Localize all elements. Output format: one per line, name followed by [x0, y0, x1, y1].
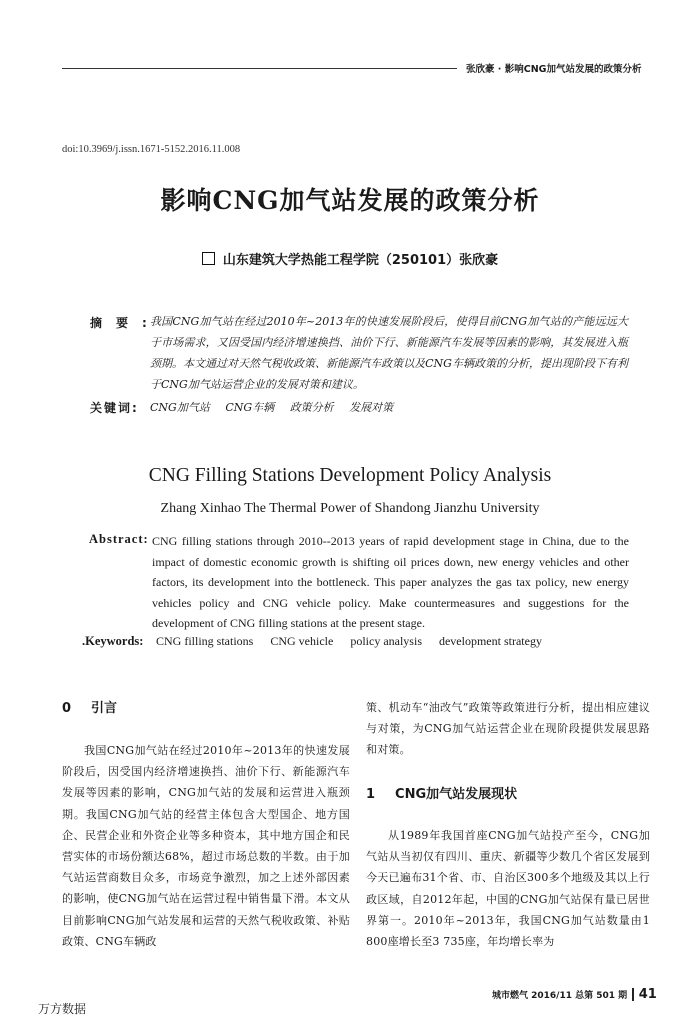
keyword-en: development strategy [438, 634, 542, 648]
abstract-en-label: Abstract: [89, 532, 149, 546]
abstract-cn-label: 摘要: [90, 316, 161, 330]
footer-divider [632, 988, 634, 1001]
doi: doi:10.3969/j.issn.1671-5152.2016.11.008 [62, 144, 241, 155]
section-number: 1 [366, 787, 376, 802]
paper-title-en: CNG Filling Stations Development Policy Analysis [148, 465, 552, 486]
section-1-heading [366, 783, 517, 802]
keyword-en: policy analysis [350, 634, 422, 648]
keywords-cn-label: 关键词: [90, 401, 139, 415]
keyword-cn: CNG加气站 [150, 401, 210, 414]
section-title: CNG加气站发展现状 [395, 787, 518, 802]
section-title: 引言 [91, 701, 118, 716]
section-number: 0 [62, 701, 72, 716]
section-0-heading [62, 697, 117, 716]
keyword-cn: CNG车辆 [225, 401, 275, 414]
keywords-cn [150, 399, 405, 415]
keyword-en: CNG filling stations [156, 634, 254, 648]
keyword-cn: 政策分析 [289, 401, 334, 414]
journal-info: 城市燃气 2016/11 总第 501 期 [492, 991, 628, 1001]
running-header: 张欣豪 · 影响CNG加气站发展的政策分析 [466, 64, 642, 75]
left-column [62, 740, 350, 952]
right-column-section-1 [366, 825, 650, 952]
abstract-cn-text: 我国CNG加气站在经过2010年~2013年的快速发展阶段后，使得目前CNG加气站的产能远远大于市场需求，又因受国内经济增速换挡、油价下行、新能源汽车发展等因素的影响，其发展进入瓶颈期。本文通过对天然气税收政策、新能源汽车政策以及CNG车辆政策的分析，提出现阶段下有利于CNG加气站运营企业的发展对策和建议。 [150, 315, 628, 391]
affiliation [0, 249, 700, 268]
section-1-paragraph: 从1989年我国首座CNG加气站投产至今，CNG加气站从当初仅有四川、重庆、新疆等少数几个省区发展到今天已遍布31个省、市、自治区300多个地级及其以上行政区域，自2012年起，中国的CNG加气站保有量已居世界第一。2010年~2013年，我国CNG加气站数量由1 800座增长至3 735座，年均增长率为 [366, 829, 650, 949]
keywords-en [156, 634, 556, 649]
author-en: Zhang Xinhao The Thermal Power of Shandong Jianzhu University [160, 501, 540, 516]
paper-title-cn: 影响CNG加气站发展的政策分析 [160, 186, 540, 215]
keywords-en-label: .Keywords: [82, 634, 144, 648]
abstract-en-text: CNG filling stations through 2010--2013 years of rapid development stage in China, due to the impact of domestic economic growth is shifting oil prices down, new energy vehicles and other factors, its development into the bottleneck. This paper analyzes the gas tax policy, new energy vehicles policy and CNG vehicle policy. Make countermeasures and suggestions for the development of CNG filling stations at the present stage. [152, 534, 629, 630]
watermark: 万方数据 [38, 1002, 87, 1016]
section-0-paragraph-cont: 策、机动车“油改气”政策等政策进行分析，提出相应建议与对策，为CNG加气站运营企业在现阶段提供发展思路和对策。 [366, 701, 650, 757]
section-0-paragraph: 我国CNG加气站在经过2010年~2013年的快速发展阶段后，因受国内经济增速换挡、油价下行、新能源汽车发展等因素的影响，CNG加气站的发展和运营进入瓶颈期。我国CNG加气站的经营主体包含大型国企、地方国企、民营企业和外资企业等多种资本，其中地方国企和民营实体的市场份额达68%，超过市场总数的半数。由于加气站运营商数目众多，市场竞争激烈，加之上述外部因素的影响，使CNG加气站在运营过程中销售量下滑。本文从目前影响CNG加气站发展和运营的天然气税收政策、补贴政策、CNG车辆政 [62, 744, 350, 948]
page-footer [492, 987, 657, 1002]
keyword-cn: 发展对策 [349, 401, 394, 414]
page-number: 41 [638, 987, 657, 1002]
keyword-en: CNG vehicle [270, 634, 334, 648]
right-column-continuation [366, 697, 650, 761]
square-bullet-icon [202, 252, 215, 265]
header-rule [62, 68, 457, 69]
affiliation-text: 山东建筑大学热能工程学院（250101）张欣豪 [222, 253, 499, 268]
